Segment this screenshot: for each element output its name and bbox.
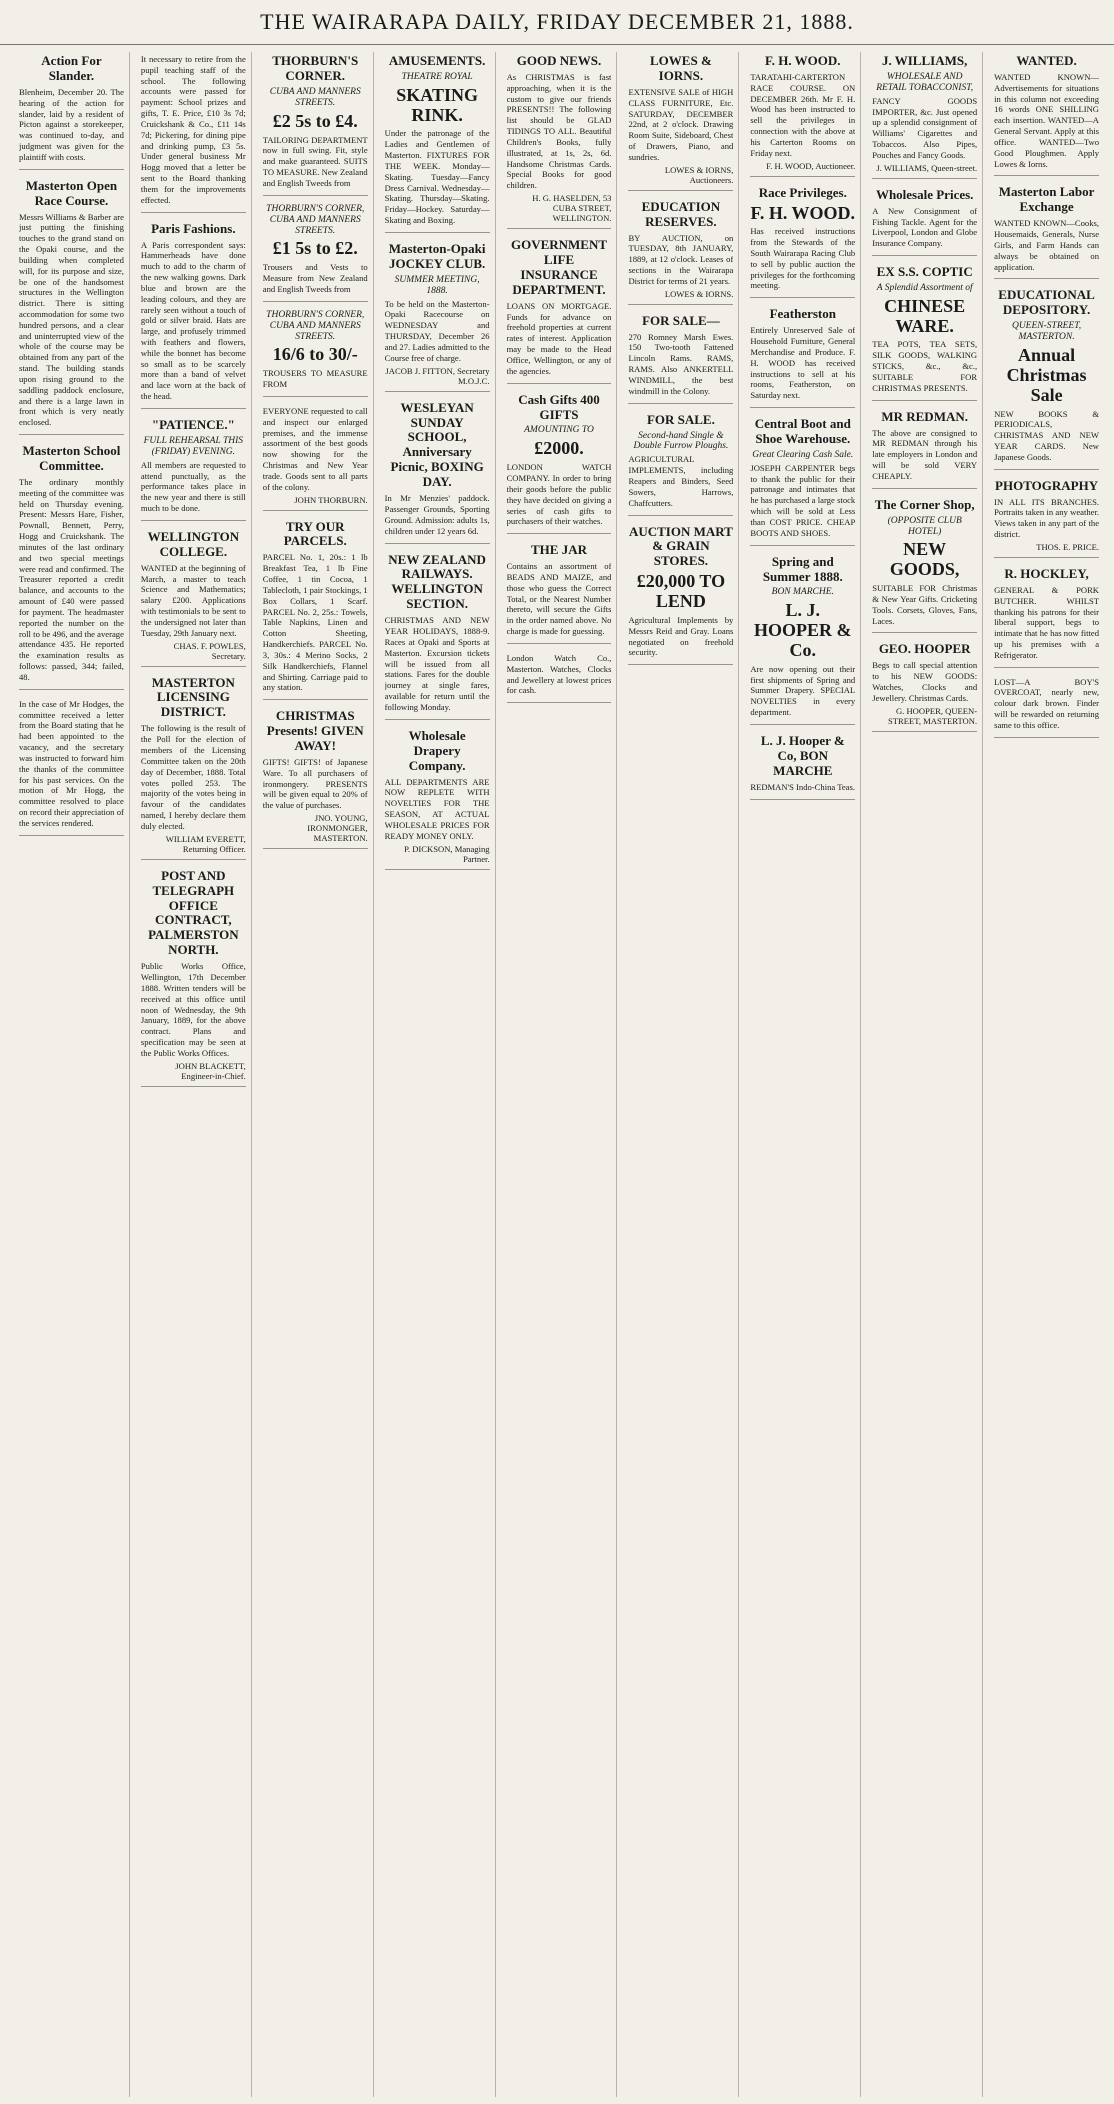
article-heading: FOR SALE— [642, 312, 720, 328]
article-block [19, 442, 124, 690]
article-signature: J. WILLIAMS, Queen-street. [876, 162, 978, 173]
article-subheading: Second-hand Single & Double Furrow Ploughs. [633, 430, 729, 452]
article-signature: P. DICKSON, Managing Partner. [404, 843, 490, 864]
article-body: PARCEL No. 1, 20s.: 1 lb Breakfast Tea, 1 lb Fine Coffee, 1 tin Cocoa, 1 Tablecloth, 1 pair Stockings, 1 Box Collars, 1 Scarf. PARCEL No. 2, 25s.: Towels, Table Napkins, Linen and Cotton Sheeting, Handkerchiefs. PARCEL No. 3, 30s.: 4 Merino Socks, 2 Silk Handkerchiefs, Flannel and Shirting. Carriage paid to any station. [262, 552, 368, 693]
article-block [263, 52, 368, 196]
article-heading: Masterton School Committee. [22, 443, 121, 474]
article-signature: F. H. WOOD, Auctioneer. [766, 160, 856, 171]
article-body: A New Consignment of Fishing Tackle. Agent for the Liverpool, London and Globe Insurance Company. [872, 205, 978, 249]
article-body: The above are consigned to MR REDMAN through his late employers in London and will be sold VERY CHEAPLY. [872, 427, 978, 481]
article-body: TAILORING DEPARTMENT now in full swing. Fit, style and make guaranteed. SUITS TO MEASURE. New Zealand and English Tweeds from [262, 134, 368, 188]
article-heading: AMUSEMENTS. [388, 53, 486, 68]
article-heading: Action For Slander. [41, 53, 102, 83]
article-body: As CHRISTMAS is fast approaching, when it is the custom to give our friends PRESENTS!! The following list should be GLAD TIDINGS TO ALL. Beautiful Children's Books, fully illustrated, at 1s, 2s, 6d. Handsome Christmas Cards. Special Books for good children. [506, 71, 612, 191]
article-heading: LOWES & IORNS. [650, 53, 712, 83]
article-heading: Masterton Labor Exchange [998, 184, 1095, 215]
article-subheading: A Splendid Assortment of [876, 282, 973, 293]
article-block [385, 52, 490, 233]
columns [14, 52, 1104, 2097]
article-body: Begs to call special attention to his NEW GOODS: Watches, Clocks and Jewellery. Christmas Cards. [872, 660, 978, 703]
article-heading: MR REDMAN. [881, 408, 968, 424]
article-heading: Masterton Open Race Course. [25, 177, 118, 208]
article-block [263, 203, 368, 302]
article-heading: EDUCATION RESERVES. [641, 198, 721, 229]
article-body: EXTENSIVE SALE of HIGH CLASS FURNITURE, Etc. SATURDAY, DECEMBER 22nd, at 2 o'clock. Drawing Room Suite, Sideboard, Chest of Drawers, Piano, and sundries. [628, 86, 734, 162]
display-text: SKATING RINK. [396, 84, 478, 125]
article-heading: MASTERTON LICENSING DISTRICT. [151, 674, 235, 720]
article-body: SUITABLE FOR Christmas & New Year Gifts. Cricketing Tools. Corsets, Gloves, Fans, Laces. [872, 583, 978, 626]
article-block [750, 553, 855, 725]
article-signature: LOWES & IORNS, Auctioneers. [664, 164, 734, 185]
article-body: Contains an assortment of BEADS AND MAIZE, and those who guess the Correct Total, or the Nearest Number thereto, will secure the Gifts in the order named above. No charge is made for guessing. [506, 561, 612, 637]
article-body: CHRISTMAS AND NEW YEAR HOLIDAYS, 1888-9. Races at Opaki and Sports at Masterton. Excursion tickets will be issued from all stations. Fares for the double journey at single fares, available for return until the following Monday. [384, 615, 490, 712]
article-body: ALL DEPARTMENTS ARE NOW REPLETE WITH NOVELTIES FOR THE SEASON, AT ACTUAL WHOLESALE PRICES FOR READY MONEY ONLY. [384, 776, 490, 841]
article-block [507, 52, 612, 229]
article-heading: F. H. WOOD. [765, 53, 841, 68]
article-heading: Featherston [769, 306, 836, 322]
article-signature: JNO. YOUNG, IRONMONGER, MASTERTON. [307, 813, 368, 844]
article-body: LONDON WATCH COMPANY. In order to bring their goods before the public they have decided on giving a series of cash gifts to purchasers of their watches. [506, 462, 612, 527]
article-subheading: BON MARCHE. [771, 587, 834, 598]
article-body: JOSEPH CARPENTER begs to thank the public for their patronage and intimates that he has purchased a large stock which will be sold at Less than COST PRICE. CHEAP BOOTS AND SHOES. [750, 462, 856, 538]
article-subheading: QUEEN-STREET, MASTERTON. [1011, 321, 1082, 343]
column-3 [258, 52, 374, 2097]
article-body: 270 Romney Marsh Ewes. 150 Two-tooth Fattened Lincoln Rams. RAMS, RAMS. Also ANKERTELL WINDMILL, the best windmill in the Colony. [628, 331, 734, 396]
article-heading: EDUCATIONAL DEPOSITORY. [998, 287, 1095, 318]
article-heading: THE JAR [531, 542, 587, 558]
article-heading: Masterton-Opaki JOCKEY CLUB. [388, 240, 486, 271]
display-text: CHINESE WARE. [884, 295, 966, 336]
article-block [507, 651, 612, 703]
article-block [141, 52, 246, 213]
article-heading: The Corner Shop, [874, 496, 975, 512]
article-heading: GOVERNMENT LIFE INSURANCE DEPARTMENT. [510, 237, 608, 297]
article-heading: Central Boot and Shoe Warehouse. [754, 416, 851, 446]
article-body: Public Works Office, Wellington, 17th December 1888. Written tenders will be received at this office until noon of Wednesday, the 9th January, 1889, for the above contract. Plans and specification may be seen at the Public Works Offices. [140, 961, 246, 1058]
article-heading: POST AND TELEGRAPH OFFICE CONTRACT, PALMERSTON NORTH. [148, 867, 239, 958]
article-body: Entirely Unreserved Sale of Household Furniture, General Merchandise and Produce. F. H. WOOD has received instructions to sell at his rooms, Featherston, on Saturday next. [750, 325, 856, 401]
article-subheading: SUMMER MEETING, 1888. [394, 274, 480, 296]
article-block [141, 674, 246, 860]
article-block [385, 240, 490, 392]
article-block [507, 236, 612, 384]
article-block [141, 220, 246, 409]
article-block [263, 309, 368, 397]
article-body: The following is the result of the Poll for the election of members of the Licensing Committee taken on the 20th day of December, 1888. Total votes polled 253. The majority of the votes being in favour of the candidates named, I hereby declare them duly elected. [140, 723, 246, 831]
article-block [750, 415, 855, 546]
article-heading: TRY OUR PARCELS. [283, 518, 347, 549]
column-2 [136, 52, 252, 2097]
article-signature: LOWES & IORNS. [664, 288, 734, 299]
article-heading: Spring and Summer 1888. [762, 553, 843, 584]
article-signature: THOS. E. PRICE. [1036, 541, 1100, 552]
article-signature: JOHN THORBURN. [294, 494, 368, 505]
article-block [872, 640, 977, 731]
article-heading: Wholesale Prices. [875, 186, 974, 202]
article-block [872, 52, 977, 179]
article-block [872, 263, 977, 401]
article-block [994, 286, 1099, 469]
article-block [994, 675, 1099, 738]
article-body: IN ALL ITS BRANCHES. Portraits taken in any weather. Views taken in any part of the district. [994, 496, 1100, 540]
article-heading: GOOD NEWS. [516, 53, 602, 68]
article-body: GENERAL & PORK BUTCHER. WHILST thanking his patrons for their liberal support, begs to intimate that he has now fitted up his premises with a Refrigerator. [994, 584, 1100, 660]
article-body: LOST—A BOY'S OVERCOAT, nearly new, colour dark brown. Finder will be rewarded on returning same to this office. [994, 676, 1100, 730]
article-block [628, 198, 733, 305]
article-heading: Cash Gifts 400 GIFTS [518, 391, 600, 422]
display-text: £2000. [534, 438, 584, 459]
article-body: The ordinary monthly meeting of the committee was held on Thursday evening. Present: Messrs Hare, Fisher, Pownall, Bennett, Perry, Hogg and Cruickshank. The minutes of the last ordinary and two special meetings were read and confirmed. The Treasurer reported a credit balance, and accounts to the amount of £40 were passed for payment. The headmaster reported the number on the roll to be 496, and the average attendance 435. He reported the examination results as follows: passed, 344; failed, 48. [19, 476, 124, 682]
display-text: £20,000 TO LEND [636, 571, 726, 612]
article-signature: JOHN BLACKETT, Engineer-in-Chief. [175, 1060, 246, 1081]
article-block [994, 52, 1099, 176]
article-block [628, 52, 733, 191]
article-subheading: THORBURN'S CORNER, CUBA AND MANNERS STREETS. [266, 203, 365, 236]
article-block [750, 305, 855, 408]
article-heading: Race Privileges. [758, 184, 847, 200]
article-block [507, 391, 612, 535]
article-heading: Wholesale Drapery Company. [408, 727, 466, 773]
display-text: Annual Christmas Sale [1006, 345, 1087, 405]
article-heading: Paris Fashions. [151, 220, 236, 236]
article-block [19, 52, 124, 170]
article-block [750, 184, 855, 299]
article-block [19, 177, 124, 435]
display-text: £1 5s to £2. [272, 238, 358, 259]
article-block [872, 496, 977, 634]
article-subheading: FULL REHEARSAL THIS (FRIDAY) EVENING. [143, 435, 244, 457]
article-body: TROUSERS TO MEASURE FROM [262, 368, 368, 390]
article-heading: WANTED. [1016, 53, 1077, 68]
display-text: 16/6 to 30/- [272, 344, 358, 365]
column-1 [14, 52, 130, 2097]
article-body: NEW BOOKS & PERIODICALS, CHRISTMAS AND NEW YEAR CARDS. New Japanese Goods. [994, 408, 1100, 462]
article-body: WANTED at the beginning of March, a master to teach Science and Mathematics; salary £200. Applications with testimonials to be sent to the undersigned not later than Tuesday, 29th January next. [140, 562, 246, 638]
article-block [385, 727, 490, 870]
article-signature: WILLIAM EVERETT, Returning Officer. [165, 833, 246, 854]
article-body: Messrs Williams & Barber are just putting the finishing touches to the grand stand on the Opaki course, and the building when completed will, for its purpose and size, be one of the handsomest structures in the Wellington district. There is sitting accommodation for some two hundred persons, and a clear and uninterrupted view of the whole of the course may be obtained from any part of the stand. The building stands upon rising ground to the saddling paddock enclosure, and there is a large lawn in front which is very neatly enclosed. [19, 211, 124, 428]
article-subheading: AMOUNTING TO [524, 425, 594, 436]
article-block [507, 541, 612, 644]
column-7 [745, 52, 861, 2097]
article-body: TEA POTS, TEA SETS, SILK GOODS, WALKING STICKS, &c., &c., SUITABLE FOR CHRISTMAS PRESENTS. [872, 339, 978, 393]
article-body: Blenheim, December 20. The hearing of the action for slander, laid by a resident of Picton against a storekeeper, was continued to-day, and judgment was given for the plaintiff with costs. [19, 86, 124, 162]
article-block [19, 697, 124, 836]
article-body: All members are requested to attend punctually, as the performance takes place in the new year and there is still much to be done. [140, 459, 246, 514]
article-heading: GEO. HOOPER [878, 641, 971, 657]
article-body: London Watch Co., Masterton. Watches, Clocks and Jewellery at lowest prices for cash. [506, 652, 612, 696]
article-body: Are now opening out their first shipments of Spring and Summer Drapery. SPECIAL NOVELTIES in every department. [750, 663, 856, 718]
article-block [385, 551, 490, 720]
article-body: WANTED KNOWN—Advertisements for situations in this column not exceeding 16 words ONE SHILLING each insertion. WANTED—A General Servant. Apply at this office. WANTED—Two Good Ploughmen. Apply Lowes & Iorns. [994, 71, 1100, 169]
article-heading: WESLEYAN SUNDAY SCHOOL, Anniversary Picnic, BOXING DAY. [390, 399, 484, 490]
article-body: Under the patronage of the Ladies and Gentlemen of Masterton. FIXTURES FOR THE WEEK. Monday—Skating. Tuesday—Fancy Dress Carnival. Wednesday—Skating. Thursday—Skating. Friday—Hockey. Saturday—Skating and Boxing. [384, 128, 490, 226]
display-text: NEW GOODS, [889, 539, 960, 580]
article-heading: EX S.S. COPTIC [876, 264, 973, 279]
article-subheading: THEATRE ROYAL [401, 71, 473, 82]
article-heading: L. J. Hooper & Co, BON MARCHE [760, 732, 845, 778]
article-block [385, 399, 490, 544]
article-body: GIFTS! GIFTS! of Japanese Ware. To all purchasers of ironmongery. PRESENTS will be given equal to 20% of the value of purchases. [262, 757, 368, 811]
display-text: £2 5s to £4. [272, 110, 358, 131]
article-block [994, 183, 1099, 279]
article-block [141, 867, 246, 1087]
column-8 [867, 52, 983, 2097]
masthead [0, 0, 1114, 45]
article-signature: JACOB J. FITTON, Secretary M.O.J.C. [385, 365, 490, 386]
article-body: Has received instructions from the Stewards of the South Wairarapa Racing Club to sell by public auction the privileges for the forthcoming meeting. [750, 226, 856, 291]
article-heading: "PATIENCE." [151, 416, 235, 432]
article-body: Agricultural Implements by Messrs Reid and Gray. Loans negotiated on freehold security. [628, 614, 734, 658]
article-block [750, 732, 855, 800]
article-signature: H. G. HASELDEN, 53 CUBA STREET, WELLINGTON. [532, 193, 612, 224]
article-heading: WELLINGTON COLLEGE. [147, 528, 240, 559]
article-block [750, 52, 855, 177]
article-block [141, 416, 246, 521]
article-heading: FOR SALE. [646, 411, 715, 427]
newspaper-title: THE WAIRARAPA DAILY, FRIDAY DECEMBER 21, 1888. [260, 9, 854, 34]
display-text: L. J. HOOPER & Co. [754, 600, 852, 660]
article-block [141, 528, 246, 667]
article-body: LOANS ON MORTGAGE. Funds for advance on freehold properties at current rates of interest. Application may be made to the Head Office, Wellington, or any of the agencies. [506, 300, 612, 376]
column-9 [989, 52, 1104, 2097]
article-heading: AUCTION MART & GRAIN STORES. [628, 523, 733, 569]
display-text: F. H. WOOD. [750, 202, 856, 223]
article-subheading: THORBURN'S CORNER, CUBA AND MANNERS STREETS. [266, 309, 365, 342]
article-body: It necessary to retire from the pupil teaching staff of the school. The following accounts were passed for payment: School prizes and gifts, T. E. Price, £10 3s 7d; Cruickshank & Co., £11 14s 7d; Pickering, for dining pipe and drinking pump, £3 5s. Under general business Mr Hogg moved that a letter be sent to the Board thanking them for the improvements effected. [140, 54, 246, 205]
article-subheading: Great Clearing Cash Sale. [752, 449, 854, 460]
article-heading: THORBURN'S CORNER. [272, 53, 359, 83]
article-block [263, 518, 368, 701]
article-block [872, 186, 977, 256]
article-block [628, 523, 733, 666]
article-body: To be held on the Masterton-Opaki Racecourse on WEDNESDAY and THURSDAY, December 26 and 27. Ladies admitted to the Course free of charge. [384, 298, 490, 363]
article-block [994, 477, 1099, 558]
column-5 [502, 52, 618, 2097]
article-body: TARATAHI-CARTERTON RACE COURSE. ON DECEMBER 26th. Mr F. H. Wood has been instructed to sell the privileges in connection with the above at his Carterton Rooms on Friday next. [750, 71, 856, 158]
article-block [263, 707, 368, 849]
article-body: In Mr Menzies' paddock. Passenger Grounds, Sporting Ground. Admission: adults 1s, children under 12 years 6d. [384, 493, 490, 536]
article-body: In the case of Mr Hodges, the committee received a letter from the Board stating that he had been appointed to the vacancy, and the secretary was instructed to forward him the thanks of the committee for his past services. On the motion of Mr Hogg, the committee resolved to place on record their appreciation of the services rendered. [19, 698, 124, 828]
article-block [872, 408, 977, 489]
article-body: AGRICULTURAL IMPLEMENTS, including Reapers and Binders, Seed Sowers, Harrows, Chaffcutters. [628, 454, 734, 508]
column-4 [380, 52, 496, 2097]
article-body: WANTED KNOWN—Cooks, Housemaids, Generals, Nurse Girls, and Farm Hands can always be obtained on application. [994, 218, 1100, 272]
article-heading: CHRISTMAS Presents! GIVEN AWAY! [266, 708, 364, 754]
article-subheading: CUBA AND MANNERS STREETS. [269, 86, 361, 108]
article-signature: G. HOOPER, QUEEN-STREET, MASTERTON. [887, 705, 978, 726]
article-body: REDMAN'S Indo-China Teas. [750, 781, 855, 792]
article-body: A Paris correspondent says: Hammerheads have done much to add to the charm of the new walking gowns. Dark blue and brown are the leading colours, and they are rarely seen without a touch of gold or silver braid. Hats are large, and profusely trimmed with feathers and flowers, while the bonnet has become so small as to be scarcely more than a band of velvet and lace worn at the back of the head. [140, 239, 246, 402]
column-6 [623, 52, 739, 2097]
article-body: BY AUCTION, on TUESDAY, 8th JANUARY, 1889, at 12 o'clock. Leases of sections in the Wairarapa District for terms of 21 years. [628, 232, 734, 286]
article-body: FANCY GOODS IMPORTER, &c. Just opened up a splendid consignment of Williams' Cigarettes and Tobaccos. Also Pipes, Pouches and Fancy Goods. [872, 95, 978, 160]
article-subheading: WHOLESALE AND RETAIL TOBACCONIST, [876, 71, 974, 93]
article-body: Trousers and Vests to Measure from New Zealand and English Tweeds from [262, 262, 368, 294]
article-heading: NEW ZEALAND RAILWAYS. WELLINGTON SECTION. [388, 551, 486, 612]
article-block [994, 565, 1099, 668]
article-heading: PHOTOGRAPHY [995, 477, 1099, 493]
article-heading: J. WILLIAMS, [881, 53, 968, 68]
article-block [263, 404, 368, 511]
article-block [628, 411, 733, 516]
article-subheading: (OPPOSITE CLUB HOTEL) [887, 515, 962, 537]
article-signature: CHAS. F. POWLES, Secretary. [173, 640, 246, 661]
article-body: EVERYONE requested to call and inspect our enlarged premises, and the immense assortment of the best goods now showing for the Christmas and New Year trade. Goods sent to all parts of the colony. [262, 405, 368, 492]
article-block [628, 312, 733, 404]
article-heading: R. HOCKLEY, [1004, 565, 1089, 581]
